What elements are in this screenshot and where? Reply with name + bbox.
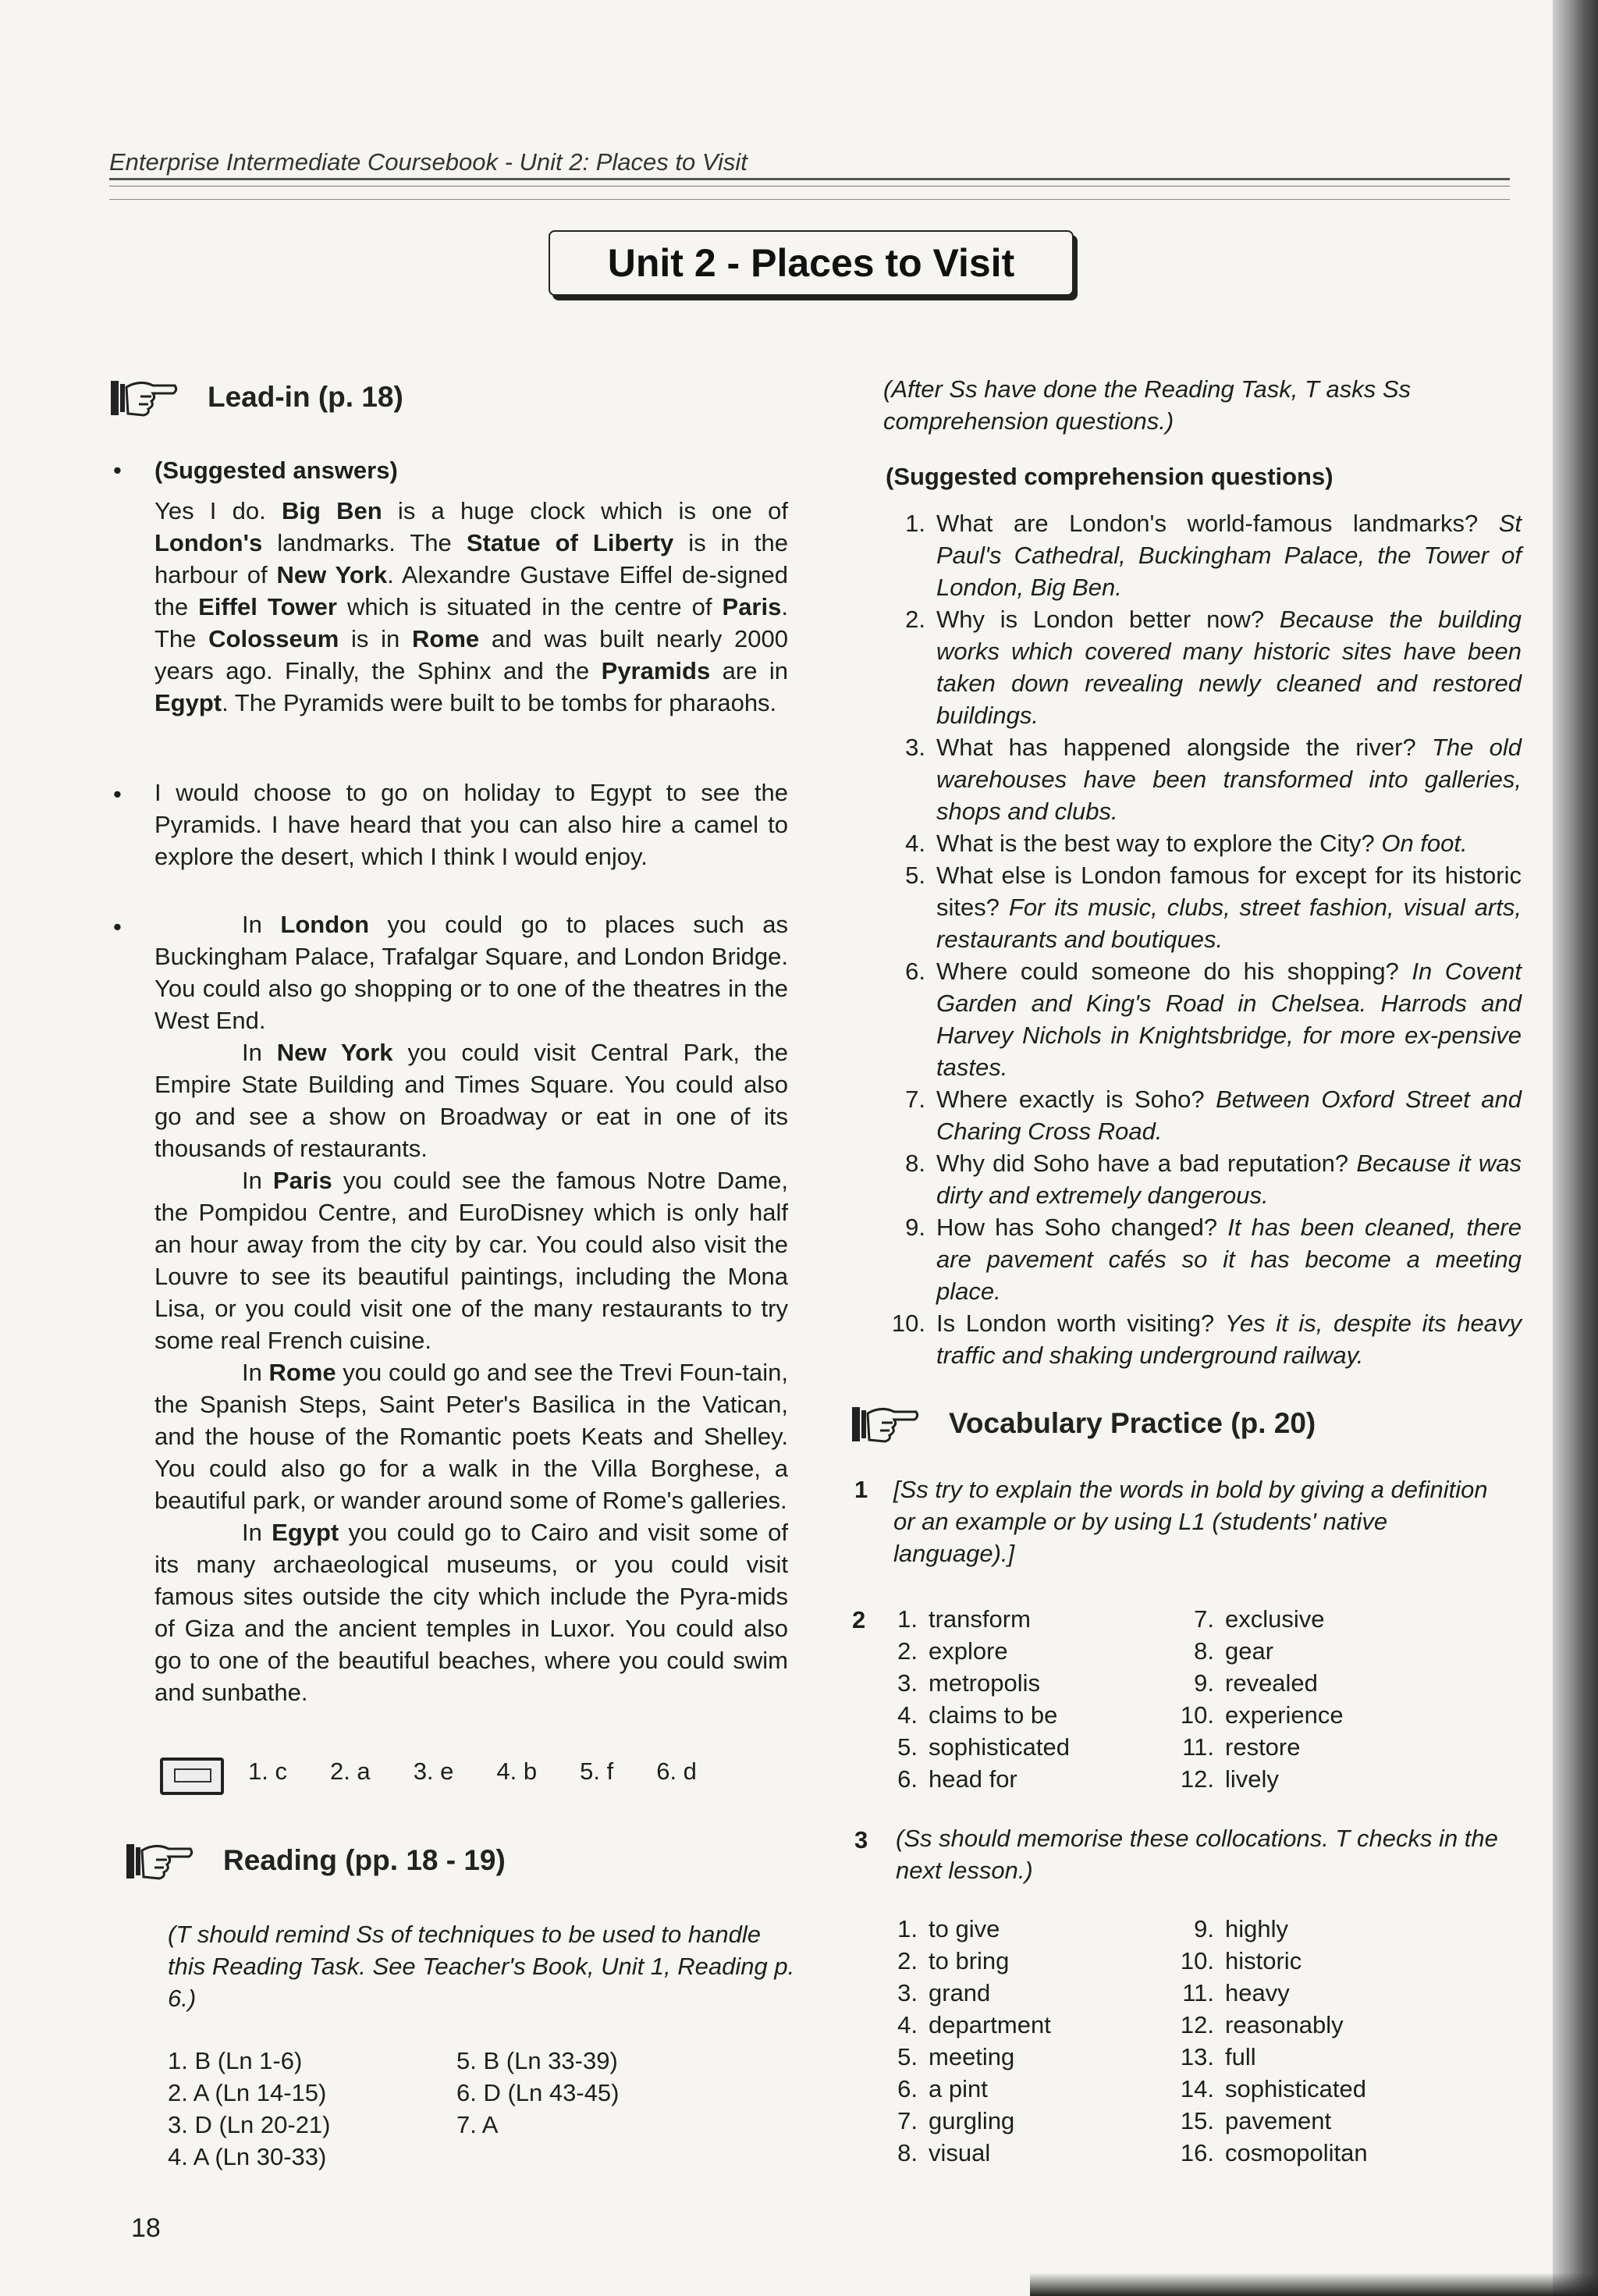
text-run: are in <box>710 657 788 684</box>
question-item <box>882 1083 1522 1147</box>
cassette-icon <box>160 1758 224 1795</box>
item-word: meeting <box>929 2043 1015 2070</box>
pointing-hand-icon <box>850 1401 919 1446</box>
answer: In Covent Garden and King's Road in Chelsea. Harrods and Harvey Nichols in Knightsbridge, for more ex-pensive tastes. <box>936 958 1522 1081</box>
answer-item: 5. f <box>580 1758 614 1785</box>
bold-place-name: Statue of Liberty <box>466 529 674 556</box>
question: Where exactly is Soho? <box>936 1086 1216 1113</box>
bullet: • <box>113 457 122 484</box>
list-item <box>1170 2009 1467 2041</box>
item-word: full <box>1225 2043 1256 2070</box>
item-number: 8. <box>1194 1637 1214 1665</box>
vocab-heading: Vocabulary Practice (p. 20) <box>949 1407 1316 1439</box>
comprehension-questions <box>882 507 1522 1371</box>
bold-place-name: Pyramids <box>601 657 711 684</box>
item-word: visual <box>929 2139 991 2166</box>
answer-item: 6. D (Ln 43-45) <box>456 2079 620 2106</box>
question-text <box>936 955 1522 1083</box>
item-number: 2. <box>897 1947 918 1974</box>
item-number: 6. <box>897 2075 918 2102</box>
list-item <box>1170 1913 1467 1945</box>
list-item <box>1170 1763 1451 1795</box>
text-run: you could see the famous Notre Dame, the Pompidou Centre, and EuroDisney which is only half an hour away from the city by car. You could also visit the Louvre to see its beautiful paintings, including the Mona Lisa, or you could visit one of the many restaurants to try some real French cuisine. <box>154 1167 788 1354</box>
reading-heading: Reading (pp. 18 - 19) <box>223 1844 506 1876</box>
question-text <box>936 859 1522 955</box>
answer-item: 3. e <box>413 1758 454 1785</box>
list-item <box>1170 2073 1467 2105</box>
list-item <box>874 1635 1155 1667</box>
list-item <box>874 1699 1155 1731</box>
page-title: Unit 2 - Places to Visit <box>549 230 1074 296</box>
text-run: Yes I do. <box>154 497 282 524</box>
answer-item: 4. b <box>496 1758 538 1785</box>
list-item <box>874 2073 1155 2105</box>
item-word: sophisticated <box>1225 2075 1366 2102</box>
item-word: gurgling <box>929 2107 1015 2134</box>
running-head: Enterprise Intermediate Coursebook - Unit 2: Places to Visit <box>109 148 748 176</box>
list-item <box>1170 1667 1451 1699</box>
answer-item: 7. A <box>456 2111 499 2138</box>
exercise-2-right-list <box>1170 1603 1451 1795</box>
bold-place-name: London <box>280 911 370 938</box>
text-run: In <box>242 1359 269 1386</box>
item-word: exclusive <box>1225 1605 1325 1633</box>
text-run: In <box>242 1039 277 1066</box>
item-number: 13. <box>1180 2043 1214 2070</box>
text-run: you could go to Cairo and visit some of its many archaeological museums, or you could visit famous sites outside the city which include the Pyra-mids of Giza and the ancient temples in Luxor. You could also go to one of the beautiful beaches, where you could swim and sunbathe. <box>154 1519 789 1706</box>
item-number: 3. <box>897 1979 918 2006</box>
question-text <box>936 827 1522 859</box>
item-word: to bring <box>929 1947 1010 1974</box>
question: How has Soho changed? <box>936 1214 1228 1241</box>
list-item <box>874 1667 1155 1699</box>
item-word: transform <box>929 1605 1031 1633</box>
item-number: 10. <box>1180 1701 1214 1729</box>
item-number: 12. <box>1180 1765 1214 1793</box>
leadin-heading-row <box>109 375 403 420</box>
reading-answers-left <box>168 2045 417 2173</box>
item-number: 4. <box>897 2011 918 2038</box>
item-word: restore <box>1225 1733 1301 1761</box>
book-binding-shadow <box>1553 0 1598 2296</box>
item-number: 11. <box>1182 1979 1214 2006</box>
list-item <box>874 1763 1155 1795</box>
item-number: 9. <box>1194 1915 1214 1942</box>
exercise-3-right-list <box>1170 1913 1467 2169</box>
answer: Because the building works which covered many historic sites have been taken down revealing newly cleaned and restored buildings. <box>936 606 1522 729</box>
question-number: 9. <box>905 1214 925 1241</box>
reading-answers-right <box>456 2045 706 2141</box>
item-word: a pint <box>929 2075 988 2102</box>
bullet: • <box>113 913 122 940</box>
answer-item: 6. d <box>656 1758 697 1785</box>
exercise-3-left-list <box>874 1913 1155 2169</box>
exercise-2-left-list <box>874 1603 1155 1795</box>
leadin-paragraph-1 <box>154 495 788 719</box>
suggested-answers-label: (Suggested answers) <box>154 457 398 484</box>
question: What has happened alongside the river? <box>936 734 1432 761</box>
question-item <box>882 955 1522 1083</box>
question-item <box>882 1147 1522 1211</box>
question: Where could someone do his shopping? <box>936 958 1412 985</box>
item-number: 4. <box>897 1701 918 1729</box>
page-number: 18 <box>131 2213 161 2243</box>
text-run: . The <box>154 593 788 652</box>
city-paragraph <box>154 908 788 1036</box>
question-text <box>936 603 1522 731</box>
list-item <box>874 1945 1155 1977</box>
answer-item: 4. A (Ln 30-33) <box>168 2143 327 2170</box>
item-word: to give <box>929 1915 1000 1942</box>
question-item <box>882 827 1522 859</box>
item-number: 5. <box>897 1733 918 1761</box>
text-run: . The Pyramids were built to be tombs for pharaohs. <box>222 689 777 716</box>
question: What else is London famous for except for its historic sites? <box>936 862 1522 921</box>
scan-shadow <box>1030 2273 1598 2296</box>
item-word: explore <box>929 1637 1008 1665</box>
question: Why did Soho have a bad reputation? <box>936 1150 1357 1177</box>
exercise-number: 1 <box>854 1476 868 1503</box>
question-item <box>882 603 1522 731</box>
question-number: 2. <box>905 606 925 633</box>
item-word: claims to be <box>929 1701 1058 1729</box>
list-item <box>874 1913 1155 1945</box>
item-number: 16. <box>1180 2139 1214 2166</box>
exercise-number: 2 <box>852 1606 866 1633</box>
answer: Yes it is, despite its heavy traffic and shaking underground railway. <box>936 1310 1522 1369</box>
list-item <box>874 1731 1155 1763</box>
item-word: pavement <box>1225 2107 1332 2134</box>
bold-place-name: Big Ben <box>281 497 382 524</box>
list-item <box>1170 1945 1467 1977</box>
question-number: 7. <box>905 1086 925 1113</box>
text-run: is a huge clock which is one of <box>382 497 788 524</box>
question-number: 4. <box>905 830 925 857</box>
header-rule-thin <box>109 186 1510 187</box>
question-text <box>936 1147 1522 1211</box>
item-number: 5. <box>897 2043 918 2070</box>
answer-item: 1. c <box>248 1758 287 1785</box>
text-run: you could go and see the Trevi Foun-tain, the Spanish Steps, Saint Peter's Basilica in the Vatican, and the house of the Romantic poets Keats and Shelley. You could also go for a walk in the Villa Borghese, a beautiful park, or wander around some of Rome's galleries. <box>154 1359 789 1514</box>
exercise-3-instructions: (Ss should memorise these collocations. T checks in the next lesson.) <box>896 1825 1498 1884</box>
question-text <box>936 1307 1522 1371</box>
answer-item: 5. B (Ln 33-39) <box>456 2047 618 2074</box>
bold-place-name: Colosseum <box>208 625 339 652</box>
answer: On foot. <box>1381 830 1468 857</box>
answer: It has been cleaned, there are pavement cafés so it has become a meeting place. <box>936 1214 1522 1305</box>
item-word: head for <box>929 1765 1017 1793</box>
item-word: highly <box>1225 1915 1288 1942</box>
city-paragraph <box>154 1516 788 1708</box>
list-item <box>1170 1699 1451 1731</box>
item-number: 7. <box>1194 1605 1214 1633</box>
question-text <box>936 1083 1522 1147</box>
list-item <box>1170 1635 1451 1667</box>
reading-heading-row <box>125 1838 506 1883</box>
list-item <box>1170 2105 1467 2137</box>
item-number: 1. <box>897 1605 918 1633</box>
list-item <box>1170 1731 1451 1763</box>
item-word: gear <box>1225 1637 1274 1665</box>
item-word: experience <box>1225 1701 1344 1729</box>
city-paragraph <box>154 1164 788 1356</box>
header-rule <box>109 178 1510 180</box>
answer-item: 3. D (Ln 20-21) <box>168 2111 331 2138</box>
list-item <box>874 2137 1155 2169</box>
item-number: 15. <box>1180 2107 1214 2134</box>
leadin-paragraph-3 <box>154 908 788 1708</box>
text-run: In <box>242 911 281 938</box>
comprehension-label: (Suggested comprehension questions) <box>886 463 1333 490</box>
question-number: 10. <box>891 1310 925 1337</box>
question: What are London's world-famous landmarks? <box>936 510 1499 537</box>
item-number: 1. <box>897 1915 918 1942</box>
leadin-heading: Lead-in (p. 18) <box>208 381 403 413</box>
reading-note: (T should remind Ss of techniques to be used to handle this Reading Task. See Teacher's Book, Unit 1, Reading p. 6.) <box>168 1921 795 2012</box>
reading-followup-intro: (After Ss have done the Reading Task, T asks Ss comprehension questions.) <box>883 375 1412 435</box>
item-number: 2. <box>897 1637 918 1665</box>
bold-place-name: Egypt <box>154 689 222 716</box>
item-word: grand <box>929 1979 991 2006</box>
list-item <box>874 1977 1155 2009</box>
text-run: In <box>242 1167 273 1194</box>
question-text <box>936 1211 1522 1307</box>
text-run: you could go to places such as Buckingham Palace, Trafalgar Square, and London Bridge. You could also go shopping or to one of the theatres in the West End. <box>154 911 789 1034</box>
vocab-heading-row <box>850 1401 1316 1446</box>
list-item <box>874 2009 1155 2041</box>
question-item <box>882 1211 1522 1307</box>
item-number: 10. <box>1180 1947 1214 1974</box>
item-word: department <box>929 2011 1051 2038</box>
item-number: 14. <box>1180 2075 1214 2102</box>
text-run: you could visit Central Park, the Empire State Building and Times Square. You could also go and see a show on Broadway or eat in one of its thousands of restaurants. <box>154 1039 788 1162</box>
exercise-number: 3 <box>854 1826 868 1854</box>
answer-item: 1. B (Ln 1-6) <box>168 2047 303 2074</box>
question: Why is London better now? <box>936 606 1280 633</box>
pointing-hand-icon <box>125 1838 194 1883</box>
pointing-hand-icon <box>109 375 178 420</box>
listening-answers <box>248 1758 697 1786</box>
question-text <box>936 731 1522 827</box>
text-run: landmarks. The <box>262 529 467 556</box>
item-number: 6. <box>897 1765 918 1793</box>
city-paragraph <box>154 1356 788 1516</box>
text-run: is in <box>339 625 413 652</box>
question-number: 1. <box>905 510 925 537</box>
item-word: sophisticated <box>929 1733 1070 1761</box>
list-item <box>1170 2041 1467 2073</box>
answer: Because it was dirty and extremely dangerous. <box>936 1150 1522 1209</box>
question-number: 8. <box>905 1150 925 1177</box>
item-number: 9. <box>1194 1669 1214 1697</box>
question-text <box>936 507 1522 603</box>
bold-place-name: New York <box>276 1039 393 1066</box>
header-rule-lower <box>109 199 1510 200</box>
text-run: In <box>242 1519 272 1546</box>
bold-place-name: Rome <box>412 625 480 652</box>
leadin-paragraph-2: I would choose to go on holiday to Egypt to see the Pyramids. I have heard that you can also hire a camel to explore the desert, which I think I would enjoy. <box>154 779 788 870</box>
bold-place-name: Egypt <box>272 1519 339 1546</box>
list-item <box>874 2041 1155 2073</box>
question-number: 5. <box>905 862 925 889</box>
question-item <box>882 731 1522 827</box>
answer: Between Oxford Street and Charing Cross Road. <box>936 1086 1522 1145</box>
bold-place-name: Paris <box>722 593 782 620</box>
question: Is London worth visiting? <box>936 1310 1225 1337</box>
item-number: 7. <box>897 2107 918 2134</box>
answer: St Paul's Cathedral, Buckingham Palace, the Tower of London, Big Ben. <box>936 510 1522 601</box>
item-word: heavy <box>1225 1979 1290 2006</box>
item-word: cosmopolitan <box>1225 2139 1368 2166</box>
item-number: 8. <box>897 2139 918 2166</box>
question-item <box>882 1307 1522 1371</box>
answer-item: 2. a <box>329 1758 371 1785</box>
text-run: . Alexandre Gustave Eiffel de-signed the <box>154 561 789 620</box>
item-number: 3. <box>897 1669 918 1697</box>
text-run: is in the harbour of <box>154 529 788 588</box>
answer: The old warehouses have been transformed into galleries, shops and clubs. <box>936 734 1522 825</box>
item-number: 12. <box>1180 2011 1214 2038</box>
question-item <box>882 507 1522 603</box>
item-word: lively <box>1225 1765 1279 1793</box>
text-run: and was built nearly 2000 years ago. Finally, the Sphinx and the <box>154 625 789 684</box>
list-item <box>1170 1977 1467 2009</box>
city-paragraph <box>154 1036 788 1164</box>
bold-place-name: New York <box>276 561 388 588</box>
exercise-1-instructions: [Ss try to explain the words in bold by giving a definition or an example or by using L1 (students' native language).] <box>893 1476 1488 1567</box>
question-number: 6. <box>905 958 925 985</box>
question: What is the best way to explore the City? <box>936 830 1382 857</box>
answer-item: 2. A (Ln 14-15) <box>168 2079 327 2106</box>
list-item <box>874 1603 1155 1635</box>
list-item <box>874 2105 1155 2137</box>
bullet: • <box>113 780 122 808</box>
item-word: historic <box>1225 1947 1302 1974</box>
question-item <box>882 859 1522 955</box>
item-word: metropolis <box>929 1669 1040 1697</box>
list-item <box>1170 1603 1451 1635</box>
bold-place-name: Rome <box>268 1359 336 1386</box>
text-run: which is situated in the centre of <box>336 593 723 620</box>
bold-place-name: London's <box>154 529 263 556</box>
bold-place-name: Eiffel Tower <box>198 593 337 620</box>
bold-place-name: Paris <box>272 1167 332 1194</box>
item-word: revealed <box>1225 1669 1318 1697</box>
list-item <box>1170 2137 1467 2169</box>
answer: For its music, clubs, street fashion, visual arts, restaurants and boutiques. <box>936 894 1522 953</box>
question-number: 3. <box>905 734 925 761</box>
item-word: reasonably <box>1225 2011 1344 2038</box>
item-number: 11. <box>1182 1733 1214 1761</box>
